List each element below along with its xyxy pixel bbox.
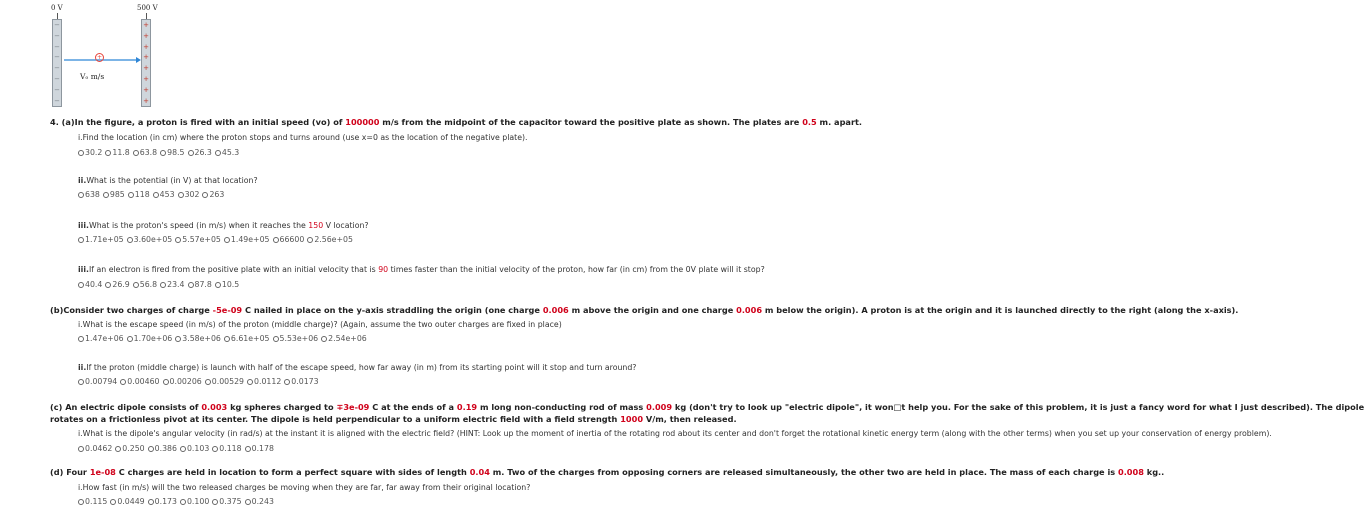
radio-icon[interactable] xyxy=(307,237,313,243)
options-c-i xyxy=(78,444,277,453)
option[interactable]: 30.2 xyxy=(78,148,102,157)
radio-icon[interactable] xyxy=(128,192,134,198)
option[interactable]: 0.178 xyxy=(245,444,274,453)
question-b-i: i.What is the escape speed (in m/s) of the proton (middle charge)? (Again, assume the two outer charges are fixed in place) xyxy=(78,320,562,329)
radio-icon[interactable] xyxy=(224,237,230,243)
option[interactable]: 0.0449 xyxy=(110,497,144,506)
option[interactable]: 56.8 xyxy=(133,280,157,289)
question-b-text: (b)Consider two charges of charge -5e-09 C nailed in place on the y-axis straddling the origin (one charge 0.006 m above the origin and one charge 0.006 m below the origin). A proton is at the origin and it is launched directly to the right (along the x-axis). xyxy=(50,305,1239,315)
options-4a-i xyxy=(78,148,242,157)
radio-icon[interactable] xyxy=(110,499,116,505)
option[interactable]: 0.0112 xyxy=(247,377,281,386)
question-b-ii: ii.If the proton (middle charge) is launch with half of the escape speed, how far away (in m) from its starting point will it stop and turn around? xyxy=(78,363,637,372)
question-4a-text: 4. (a)In the figure, a proton is fired with an initial speed (vo) of 100000 m/s from the midpoint of the capacitor toward the positive plate as shown. The plates are 0.5 m. apart. xyxy=(50,117,863,127)
velocity-label: Vₒ m/s xyxy=(80,72,105,81)
option[interactable]: 23.4 xyxy=(160,280,184,289)
radio-icon[interactable] xyxy=(188,150,194,156)
option[interactable]: 1.70e+06 xyxy=(127,334,173,343)
radio-icon[interactable] xyxy=(78,237,84,243)
question-d-text: (d) Four 1e-08 C charges are held in location to form a perfect square with sides of length 0.04 m. Two of the charges from opposing corners are released simultaneously, the other two are held in place. The mass of each charge is 0.008 kg.. xyxy=(50,467,1165,477)
question-4a-iii-electron: iii.If an electron is fired from the positive plate with an initial velocity that is 90 times faster than the initial velocity of the proton, how far (in cm) from the 0V plate will it stop? xyxy=(78,265,765,274)
options-b-ii xyxy=(78,377,322,386)
capacitor-figure xyxy=(0,0,170,112)
option[interactable]: 0.386 xyxy=(148,444,177,453)
radio-icon[interactable] xyxy=(105,150,111,156)
option[interactable]: 0.118 xyxy=(212,444,241,453)
option[interactable]: 0.100 xyxy=(180,497,209,506)
radio-icon[interactable] xyxy=(247,379,253,385)
option[interactable]: 3.60e+05 xyxy=(127,235,173,244)
option[interactable]: 11.8 xyxy=(105,148,129,157)
option[interactable]: 45.3 xyxy=(215,148,239,157)
options-4a-ii xyxy=(78,190,227,199)
radio-icon[interactable] xyxy=(103,192,109,198)
radio-icon[interactable] xyxy=(284,379,290,385)
option[interactable]: 0.250 xyxy=(115,444,144,453)
option[interactable]: 98.5 xyxy=(160,148,184,157)
option[interactable]: 10.5 xyxy=(215,280,239,289)
radio-icon[interactable] xyxy=(148,446,154,452)
radio-icon[interactable] xyxy=(105,282,111,288)
radio-icon[interactable] xyxy=(133,150,139,156)
option[interactable]: 118 xyxy=(128,190,150,199)
option[interactable]: 63.8 xyxy=(133,148,157,157)
radio-icon[interactable] xyxy=(78,446,84,452)
option[interactable]: 87.8 xyxy=(188,280,212,289)
options-b-i xyxy=(78,334,370,343)
radio-icon[interactable] xyxy=(188,282,194,288)
option[interactable]: 0.0462 xyxy=(78,444,112,453)
radio-icon[interactable] xyxy=(180,499,186,505)
option[interactable]: 302 xyxy=(178,190,200,199)
option[interactable]: 26.3 xyxy=(188,148,212,157)
option[interactable]: 263 xyxy=(202,190,224,199)
options-4a-iii xyxy=(78,235,356,244)
radio-icon[interactable] xyxy=(175,237,181,243)
option[interactable]: 0.243 xyxy=(245,497,274,506)
radio-icon[interactable] xyxy=(133,282,139,288)
option[interactable]: 0.115 xyxy=(78,497,107,506)
question-c-i: i.What is the dipole's angular velocity (in rad/s) at the instant it is aligned with the electric field? (HINT: Look up the moment of inertia of the rotating rod about its center and don't forget the rotational kinetic energy term (along with the other terms) when you set up your conservation of energy problem). xyxy=(78,429,1272,438)
option[interactable]: 6.61e+05 xyxy=(224,334,270,343)
option[interactable]: 5.57e+05 xyxy=(175,235,221,244)
radio-icon[interactable] xyxy=(245,446,251,452)
option[interactable]: 0.00460 xyxy=(120,377,159,386)
option[interactable]: 453 xyxy=(153,190,175,199)
option[interactable]: 1.49e+05 xyxy=(224,235,270,244)
radio-icon[interactable] xyxy=(148,499,154,505)
radio-icon[interactable] xyxy=(115,446,121,452)
radio-icon[interactable] xyxy=(78,336,84,342)
radio-icon[interactable] xyxy=(153,192,159,198)
radio-icon[interactable] xyxy=(215,150,221,156)
radio-icon[interactable] xyxy=(212,499,218,505)
question-d-i: i.How fast (in m/s) will the two released charges be moving when they are far, far away from their original location? xyxy=(78,483,531,492)
option[interactable]: 0.103 xyxy=(180,444,209,453)
option[interactable]: 1.47e+06 xyxy=(78,334,124,343)
radio-icon[interactable] xyxy=(78,379,84,385)
radio-icon[interactable] xyxy=(215,282,221,288)
question-4a-i: i.Find the location (in cm) where the proton stops and turns around (use x=0 as the location of the negative plate). xyxy=(78,133,528,142)
pos-plate-label: 500 V xyxy=(137,4,158,12)
radio-icon[interactable] xyxy=(224,336,230,342)
radio-icon[interactable] xyxy=(160,150,166,156)
option[interactable]: 2.56e+05 xyxy=(307,235,353,244)
radio-icon[interactable] xyxy=(163,379,169,385)
option[interactable]: 5.53e+06 xyxy=(273,334,319,343)
radio-icon[interactable] xyxy=(78,192,84,198)
option[interactable]: 0.0173 xyxy=(284,377,318,386)
radio-icon[interactable] xyxy=(202,192,208,198)
option[interactable]: 0.00206 xyxy=(163,377,202,386)
radio-icon[interactable] xyxy=(127,237,133,243)
radio-icon[interactable] xyxy=(321,336,327,342)
option[interactable]: 0.375 xyxy=(212,497,241,506)
radio-icon[interactable] xyxy=(120,379,126,385)
radio-icon[interactable] xyxy=(273,336,279,342)
proton-icon: + xyxy=(96,54,103,61)
radio-icon[interactable] xyxy=(78,150,84,156)
radio-icon[interactable] xyxy=(180,446,186,452)
option[interactable]: 66600 xyxy=(273,235,305,244)
option[interactable]: 0.00529 xyxy=(205,377,244,386)
option[interactable]: 2.54e+06 xyxy=(321,334,367,343)
radio-icon[interactable] xyxy=(245,499,251,505)
option[interactable]: 0.173 xyxy=(148,497,177,506)
radio-icon[interactable] xyxy=(78,499,84,505)
question-4a-iii: iii.What is the proton's speed (in m/s) when it reaches the 150 V location? xyxy=(78,221,369,230)
question-c-line2: rotates on a frictionless pivot at its center. The dipole is held perpendicular to a uniform electric field with a field strength 1000 V/m, then released. xyxy=(50,414,737,424)
radio-icon[interactable] xyxy=(127,336,133,342)
options-d-i xyxy=(78,497,277,506)
radio-icon[interactable] xyxy=(205,379,211,385)
option[interactable]: 638 xyxy=(78,190,100,199)
option[interactable]: 0.00794 xyxy=(78,377,117,386)
question-c-line1: (c) An electric dipole consists of 0.003 kg spheres charged to ∓3e-09 C at the ends of a 0.19 m long non-conducting rod of mass 0.009 kg (don't try to look up "electric dipole", it won□t help you. For the sake of this problem, it is just a fancy word for what I just described). The dipole xyxy=(50,402,1364,412)
radio-icon[interactable] xyxy=(175,336,181,342)
radio-icon[interactable] xyxy=(273,237,279,243)
neg-plate-label: 0 V xyxy=(51,4,63,12)
radio-icon[interactable] xyxy=(160,282,166,288)
radio-icon[interactable] xyxy=(212,446,218,452)
option[interactable]: 3.58e+06 xyxy=(175,334,221,343)
radio-icon[interactable] xyxy=(178,192,184,198)
options-4a-iii-electron xyxy=(78,280,242,289)
negative-plate: − − − − − − − − xyxy=(52,19,62,107)
option[interactable]: 40.4 xyxy=(78,280,102,289)
question-4a-ii: ii.What is the potential (in V) at that location? xyxy=(78,176,258,185)
option[interactable]: 1.71e+05 xyxy=(78,235,124,244)
option[interactable]: 985 xyxy=(103,190,125,199)
option[interactable]: 26.9 xyxy=(105,280,129,289)
radio-icon[interactable] xyxy=(78,282,84,288)
positive-plate: + + + + + + + + xyxy=(141,19,151,107)
